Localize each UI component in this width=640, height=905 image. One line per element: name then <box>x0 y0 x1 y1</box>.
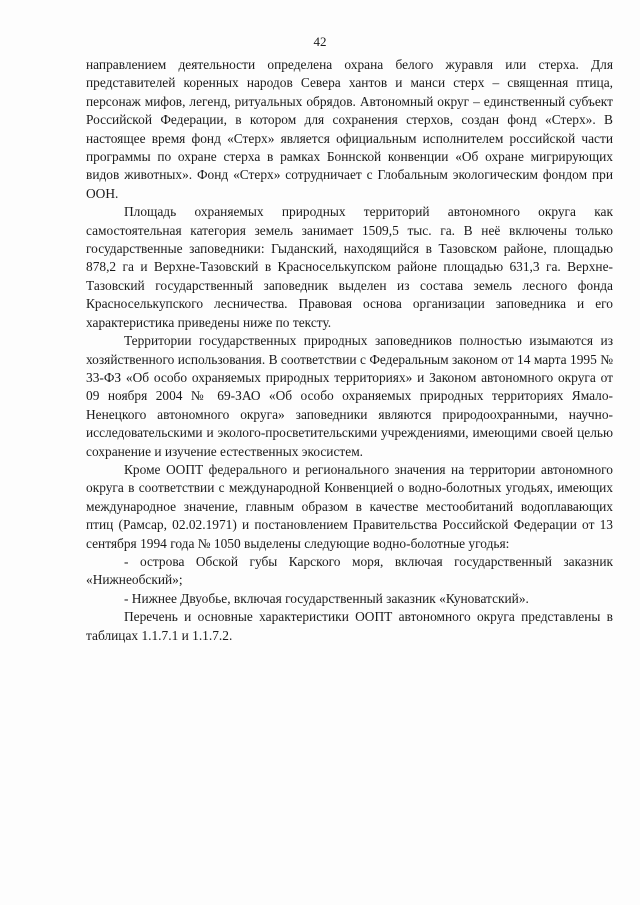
paragraph-tables-reference: Перечень и основные характеристики ООПТ автономного округа представлены в таблицах 1.1.7.1 и 1.1.7.2. <box>86 609 613 643</box>
list-item-ob-islands: - острова Обской губы Карского моря, включая государственный заказник «Нижнеобский»; <box>86 553 613 588</box>
paragraph-wetlands: Кроме ООПТ федерального и регионального значения на территории автономного округа в соответствии с международной Конвенцией о водно-болотных угодьях, имеющих международное значение, главным образом в качестве местообитаний водоплавающих птиц (Рамсар, 02.02.1971) и постановлением Правительства Российской Федерации от 13 сентября 1994 года № 1050 выделены следующие водно-болотные угодья: <box>86 461 613 551</box>
paragraph-protected-area: Площадь охраняемых природных территорий автономного округа как самостоятельная категория земель занимает 1509,5 тыс. га. В неё включены только государственные заповедники: Гыданский, находящийся в Тазовском районе, площадью 878,2 га и Верхне-Тазовский в Красноселькупском районе площадью 631,3 га. Верхне-Тазовский государственный заповедник выделен из состава земель лесного фонда Красноселькупского лесничества. Правовая основа организации заповедника и его характеристика приведены ниже по тексту. <box>86 204 613 330</box>
page-number: 42 <box>313 34 327 49</box>
paragraph-reserves-law: Территории государственных природных заповедников полностью изымаются из хозяйственного использования. В соответствии с Федеральным законом от 14 марта 1995 № 33-ФЗ «Об особо охраняемых природных территориях» и Законом автономного округа от 09 ноября 2004 № 69-ЗАО «Об особо охраняемых природных территориях Ямало-Ненецкого автономного округа» заповедники являются природоохранными, научно-исследовательскими и эколого-просветительскими учреждениями, имеющими своей целью сохранение и изучение естественных экосистем. <box>86 333 613 459</box>
paragraph-white-crane: направлением деятельности определена охрана белого журавля или стерха. Для представителей коренных народов Севера хантов и манси стерх – священная птица, персонаж мифов, легенд, ритуальных обрядов. Автономный округ – единственный субъект Российской Федерации, в котором для сохранения стерхов, создан фонд «Стерх». В настоящее время фонд «Стерх» является официальным исполнителем российской части программы по охране стерха в рамках Боннской конвенции «Об охране мигрирующих видов животных». Фонд «Стерх» сотрудничает с Глобальным экологическим фондом при ООН. <box>86 57 613 201</box>
list-item-lower-dvuobye: - Нижнее Двуобье, включая государственный заказник «Куноватский». <box>124 590 529 606</box>
body-text <box>86 56 613 645</box>
